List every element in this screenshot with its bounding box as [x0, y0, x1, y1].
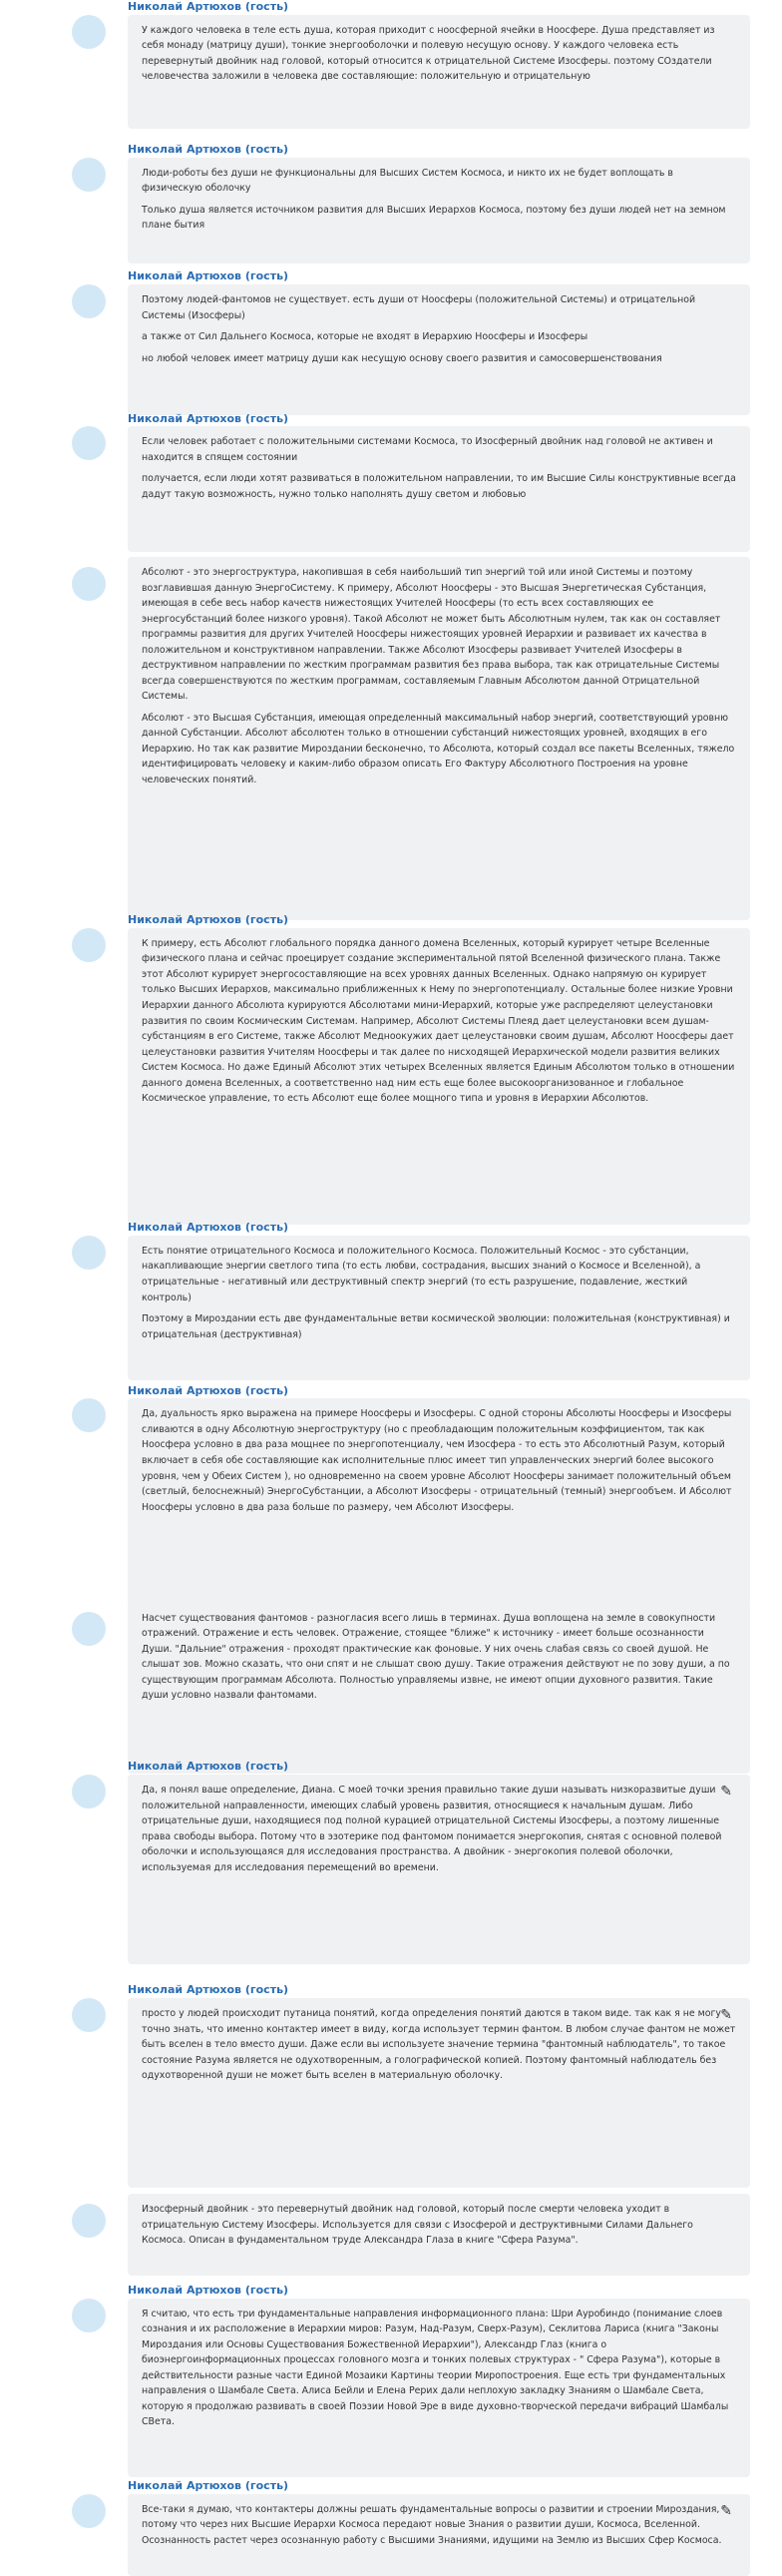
avatar: [72, 1998, 106, 2032]
comment-author[interactable]: Николай Артюхов (гость): [128, 0, 289, 13]
comment-body: [128, 1775, 750, 1964]
avatar: [72, 567, 106, 601]
comment-author[interactable]: Николай Артюхов (гость): [128, 269, 289, 283]
avatar: [72, 158, 106, 192]
comment-paragraph: но любой человек имеет матрицу души как несущую основу своего развития и самосовершенствования: [142, 352, 662, 364]
comment-body: [128, 928, 750, 1225]
avatar: [72, 2204, 106, 2238]
comment-paragraph: получается, если люди хотят развиваться в положительном направлении, то им Высшие Силы конструктивные всегда дадут такую возможность, нужно только наполнять душу светом и любовью: [142, 473, 736, 500]
comment-paragraph: Есть понятие отрицательного Космоса и положительного Космоса. Положительный Космос - это субстанции, накапливающие энергии светлого типа (то есть любви, сострадания, высших знаний о Космосе и Вселенной), а отрицательные - негативный или деструктивный спектр энергий (то есть разрушение, подавление, жесткий контроль): [142, 1245, 701, 1303]
comment-body: [128, 1398, 750, 1606]
avatar: [72, 2299, 106, 2332]
comment-paragraph: Абсолют - это Высшая Субстанция, имеющая определенный максимальный набор энергий, соответствующий уровню данной Субстанции. Абсолют абсолютен только в отношении субстанций нижестоящих уровней, входящих в его Иерархию. Но так как развитие Мироздании бесконечно, то Абсолюта, который создал все пакеты Вселенных, тяжело идентифицировать человеку и каким-либо образом описать Его Фактуру Абсолютного Построения на уровне человеческих понятий.: [142, 712, 735, 785]
avatar: [72, 284, 106, 318]
comment-paragraph: Насчет существования фантомов - разногласия всего лишь в терминах. Душа воплощена на земле в совокупности отражений. Отражение и есть человек. Отражение, стоящее "ближе" к источнику - имеет больше осознанности Души. "Дальние" отражения - проходят практические как фоновые. У них очень слабая связь со своей душой. Не слышат зов. Можно сказать, что они спят и не слышат свою душу. Такие отражения действуют не по зову души, а по существующим программам Абсолюта. Полностью управляемы извне, не имеют опции духовного развития. Такие души условно назвали фантомами.: [142, 1612, 730, 1702]
comment-author[interactable]: Николай Артюхов (гость): [128, 1383, 289, 1397]
avatar: [72, 1612, 106, 1646]
comment-body: [128, 284, 750, 415]
comment-body: [128, 426, 750, 552]
comment-paragraph: Да, я понял ваше определение, Диана. С моей точки зрения правильно такие души называть низкоразвитые души положительной направленности, имеющих слабый уровень развития, относящиеся к начальным душам. Либо отрицательные души, находящиеся под полной курацией отрицательной Системы Изосферы, а поэтому лишенные права свободы выбора. Потому что в эзотерике под фантомом понимается энергокопия, снятая с основной полевой оболочки и использующаяся для исследования пространства. А двойник - энергокопия полевой оболочки, используемая для исследования перемещений во времени.: [142, 1785, 722, 1873]
avatar: [72, 1398, 106, 1432]
comment-body: [128, 2494, 750, 2576]
edit-icon[interactable]: ✎: [720, 2006, 732, 2023]
comment-body: [128, 1603, 750, 1775]
comment-body: [128, 557, 750, 920]
comment-paragraph: Изосферный двойник - это перевернутый двойник над головой, который после смерти человека уходит в отрицательную Систему Изосферы. Используется для связи с Изосферой и деструктивными Силами Дальнего Космоса. Описан в фундаментальном труде Александра Глаза в книге "Сфера Разума".: [142, 2204, 693, 2247]
comment-author[interactable]: Николай Артюхов (гость): [128, 913, 289, 927]
edit-icon[interactable]: ✎: [720, 2502, 732, 2519]
comment-paragraph: а также от Сил Дальнего Космоса, которые не входят в Иерархию Ноосферы и Изосферы: [142, 331, 588, 343]
comment-body: [128, 2299, 750, 2478]
avatar: [72, 426, 106, 460]
comment-paragraph: Если человек работает с положительными системами Космоса, то Изосферный двойник над головой не активен и находится в спящем состоянии: [142, 436, 713, 463]
comment-paragraph: просто у людей происходит путаница понятий, когда определения понятий даются в таком виде. так как я не могу точно знать, что именно контактер имеет в виду, когда использует термин фантом. В любом случае фантом не может быть вселен в тело вместо души. Даже если вы используете значение термина "фантомный наблюдатель", то такое состояние Разума является не одухотворенным, а голографической копией. Поэтому фантомный наблюдатель без одухотворенной души не может быть вселен в материальную оболочку.: [142, 2007, 736, 2082]
comment-body: [128, 2194, 750, 2276]
comment-author[interactable]: Николай Артюхов (гость): [128, 411, 289, 425]
comment-body: [128, 158, 750, 263]
comment-paragraph: Я считаю, что есть три фундаментальные направления информационного плана: Шри Ауробиндо (понимание слоев сознания и их расположение в Иерархии миров: Разум, Над-Разум, Сверх-Разум), Секлитова Лариса (книга "Законы Мироздания или Основы Существования Божественной Иерархии"), Александр Глаз (книга о биоэнергоинформационных процессах головного мозга и тонких полевых структурах - " Сфера Разума"), которые в действительности разные части Единой Мозаики Картины теории Миропостроения. Еще есть три фундаментальных направления о Шамбале Света. Алиса Бейли и Елена Рерих дали неплохую закладку Знаниям о Шамбале Света, которую я продолжаю развивать в своей Поэзии Новой Эре в виде духовно-творческой передачи вибраций Шамбалы СВета.: [142, 2308, 729, 2428]
comment-author[interactable]: Николай Артюхов (гость): [128, 2479, 289, 2493]
comment-author[interactable]: Николай Артюхов (гость): [128, 1983, 289, 1997]
comment-paragraph: Только душа является источником развития для Высших Иерархов Космоса, поэтому без души людей нет на земном плане бытия: [142, 204, 726, 232]
comment-paragraph: У каждого человека в теле есть душа, которая приходит с ноосферной ячейки в Ноосфере. Душа представляет из себя монаду (матрицу души), тонкие энергооболочки и полевую несущую основу. У каждого человека есть перевернутый двойник над головой, который относится к отрицательной Системе Изосферы. поэтому СОздатели человечества заложили в человека две составляющие: положительную и отрицательную: [142, 24, 715, 83]
avatar: [72, 1775, 106, 1808]
comment-paragraph: Поэтому людей-фантомов не существует. есть души от Ноосферы (положительной Системы) и отрицательной Системы (Изосферы): [142, 294, 696, 321]
comment-author[interactable]: Николай Артюхов (гость): [128, 1221, 289, 1235]
comment-author[interactable]: Николай Артюхов (гость): [128, 143, 289, 156]
avatar: [72, 928, 106, 962]
comment-paragraph: Поэтому в Мироздании есть две фундаментальные ветви космической эволюции: положительная (конструктивная) и отрицательная (деструктивная): [142, 1313, 730, 1340]
avatar: [72, 15, 106, 49]
comment-author[interactable]: Николай Артюхов (гость): [128, 1760, 289, 1774]
comment-body: [128, 15, 750, 129]
comment-paragraph: К примеру, есть Абсолют глобального порядка данного домена Вселенных, который курирует четыре Вселенные физического плана и сейчас проецирует создание экспериментальной пятой Вселенной физического плана. Также этот Абсолют курирует энергосоставляющие на всех уровнях данных Вселенных. Однако напрямую он курирует только Высших Иерархов, максимально приближенных к Нему по энергопотенциалу. Остальные более низкие Уровни Иерархии данного Абсолюта курируются Абсолютами мини-Иерархий, которые уже распределяют целеустановки развития по своим Космическим Системам. Например, Абсолют Системы Плеяд дает целеустановки всем душам-субстанциям в его Системе, также Абсолют Медноокужих дает целеустановки своим душам, Абсолют Ноосферы дает целеустановки развития Учителям Ноосферы и так далее по нисходящей Иерархической модели развития великих Систем Космоса. Но даже Единый Абсолют этих четырех Вселенных является Единым Абсолютом только в отношении данного домена Вселенных, а соответственно над ним есть еще более высокоорганизованное и глобальное Космическое управление, то есть Абсолют еще более мощного типа и уровня в Иерархии Абсолютов.: [142, 937, 735, 1105]
avatar: [72, 2494, 106, 2528]
edit-icon[interactable]: ✎: [720, 1784, 732, 1801]
comment-paragraph: Все-таки я думаю, что контактеры должны решать фундаментальные вопросы о развитии и строении Мироздания, потому что через них Высшие Иерархи Космоса передают новые Знания о развитии души, Космоса, Вселенной. Осознанность растет через осознанную работу с Высшими Знаниями, идущими на Землю из Высших Сфер Космоса.: [142, 2503, 722, 2546]
comment-body: [128, 1998, 750, 2188]
comment-author[interactable]: Николай Артюхов (гость): [128, 2284, 289, 2297]
comment-paragraph: Люди-роботы без души не функциональны для Высших Систем Космоса, и никто их не будет воплощать в физическую оболочку: [142, 167, 673, 195]
comment-paragraph: Да, дуальность ярко выражена на примере Ноосферы и Изосферы. С одной стороны Абсолюты Ноосферы и Изосферы сливаются в одну Абсолютную энергоструктуру (но с преобладающим положительным коэффициентом, так как Ноосфера условно в два раза мощнее по энергопотенциалу, чем Изосфера - то есть это Абсолютный Разум, который включает в себя обе составляющие как исполнительные плюс имеет тип управленческих энергий более высокого уровня, чем у Обеих Систем ), но одновременно на своем уровне Абсолют Ноосферы занимает положительный объем (светлый, белоснежный) ЭнергоСубстанции, а Абсолют Изосферы - отрицательный (темный) энергообъем. И Абсолют Ноосферы условно в два раза больше по размеру, чем Абсолют Изосферы.: [142, 1408, 732, 1513]
comment-body: [128, 1236, 750, 1380]
avatar: [72, 1236, 106, 1270]
comment-paragraph: Абсолют - это энергоструктура, накопившая в себя наибольший тип энергий той или иной Системы и поэтому возглавившая данную ЭнергоСистему. К примеру, Абсолют Ноосферы - это Высшая Энергетическая Субстанция, имеющая в себе весь набор качеств нижестоящих Учителей Ноосферы (то есть всех составляющих ее энергосубстанций более низкого уровня). Такой Абсолют не может быть Абсолютным нулем, так как он составляет программы развития для других Учителей Ноосферы нижестоящих уровней Иерархии и развивает их качества в положительном и конструктивном направлении. Также Абсолют Изосферы развивает Учителей Изосферы в деструктивном направлении по жестким программам развития без права выбора, так как отрицательные Системы всегда совершенствуются по жестким программам, составляемым Главным Абсолютом данной Отрицательной Системы.: [142, 567, 721, 703]
